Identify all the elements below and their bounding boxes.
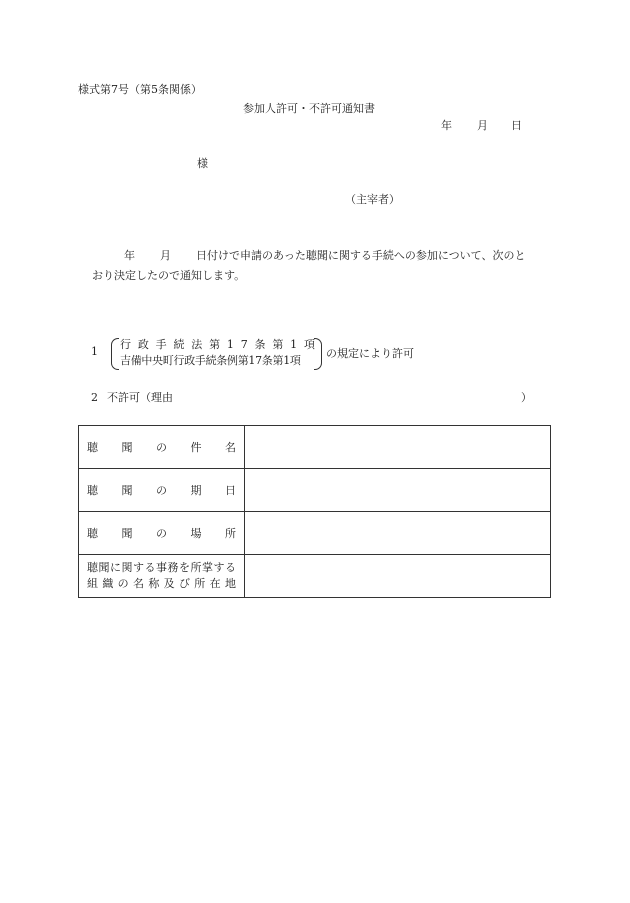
label-char: 聴 xyxy=(87,561,98,575)
law-char: 条 xyxy=(254,338,266,351)
form-number: 様式第7号（第5条関係） xyxy=(78,83,202,96)
row-value-organization[interactable] xyxy=(245,555,551,598)
law-reference-line-1 xyxy=(120,339,315,350)
body-line-1: 日付けで申請のあった聴聞に関する手続への参加について、次のと xyxy=(196,249,526,262)
label-char: の xyxy=(156,484,167,497)
law-char: 7 xyxy=(240,338,248,351)
label-char: 掌 xyxy=(202,561,213,575)
option-1-number: 1 xyxy=(91,345,98,358)
label-char: び xyxy=(178,577,190,590)
law-char: 法 xyxy=(191,338,203,351)
label-line-2 xyxy=(87,576,236,592)
label-char: 地 xyxy=(224,577,236,590)
label-char: 聞 xyxy=(121,484,133,497)
label-char: す xyxy=(213,561,225,575)
option-1-suffix: の規定により許可 xyxy=(326,347,414,360)
label-char: の xyxy=(156,441,167,454)
organizer-label: （主宰者） xyxy=(345,193,400,206)
label-char: 聴 xyxy=(87,527,98,540)
label-char: 在 xyxy=(209,577,221,590)
label-char: 組 xyxy=(87,577,98,590)
label-char: 場 xyxy=(190,527,202,540)
right-brace xyxy=(314,338,322,370)
label-char: の xyxy=(117,577,129,590)
row-value-place[interactable] xyxy=(245,512,551,555)
table-row xyxy=(79,426,551,469)
law-char: 行 xyxy=(120,338,131,351)
option-2-number: 2 xyxy=(91,391,98,404)
label-char: に xyxy=(110,561,121,575)
label-char: 聞 xyxy=(121,441,133,454)
label-char: を xyxy=(179,561,190,575)
option-2-close: ） xyxy=(521,391,532,404)
label-char: 聞 xyxy=(98,561,110,575)
hearing-info-table xyxy=(78,425,551,598)
label-char: 期 xyxy=(190,484,202,497)
date-year-label: 年 xyxy=(441,119,452,132)
label-char: 名 xyxy=(225,441,236,454)
law-char: 第 xyxy=(209,338,221,351)
label-char: の xyxy=(156,527,167,540)
row-value-case-name[interactable] xyxy=(245,426,551,469)
law-char: 政 xyxy=(137,338,149,351)
body-line-2: おり決定したので通知します。 xyxy=(92,269,246,282)
law-char: 続 xyxy=(173,338,185,351)
date-day-label: 日 xyxy=(511,119,522,132)
label-char: 関 xyxy=(121,561,133,575)
label-char: 名 xyxy=(132,577,144,590)
date-month-label: 月 xyxy=(477,119,488,132)
left-brace xyxy=(111,338,119,370)
law-char: 項 xyxy=(303,338,315,351)
label-char: 所 xyxy=(194,577,206,590)
body-year-label: 年 xyxy=(124,249,135,262)
label-char: 所 xyxy=(225,527,236,540)
label-char: 件 xyxy=(190,441,202,454)
label-char: 聴 xyxy=(87,484,98,497)
table-row xyxy=(79,555,551,598)
law-char: 1 xyxy=(226,338,234,351)
table-row xyxy=(79,469,551,512)
option-2-label: 不許可（理由 xyxy=(107,391,173,404)
law-char: 1 xyxy=(290,338,298,351)
label-char: 及 xyxy=(163,577,175,590)
row-label-date xyxy=(79,469,245,512)
law-char: 手 xyxy=(155,338,167,351)
document-title: 参加人許可・不許可通知書 xyxy=(243,102,375,115)
label-char: 務 xyxy=(167,561,179,575)
label-char: 所 xyxy=(190,561,202,575)
row-label-organization xyxy=(79,555,245,598)
law-reference-line-2: 吉備中央町行政手続条例第17条第1項 xyxy=(120,354,301,367)
table-row xyxy=(79,512,551,555)
label-char: 日 xyxy=(225,484,236,497)
label-char: る xyxy=(225,561,236,575)
row-label-place xyxy=(79,512,245,555)
label-char: 聴 xyxy=(87,441,98,454)
body-month-label: 月 xyxy=(160,249,171,262)
row-label-case-name xyxy=(79,426,245,469)
label-line-1 xyxy=(87,560,236,576)
label-char: 聞 xyxy=(121,527,133,540)
row-value-date[interactable] xyxy=(245,469,551,512)
label-char: 事 xyxy=(156,561,167,575)
label-char: る xyxy=(144,561,156,575)
label-char: す xyxy=(133,561,144,575)
label-char: 称 xyxy=(148,577,160,590)
label-char: 織 xyxy=(102,577,114,590)
addressee-suffix: 様 xyxy=(197,157,208,170)
law-char: 第 xyxy=(272,338,284,351)
